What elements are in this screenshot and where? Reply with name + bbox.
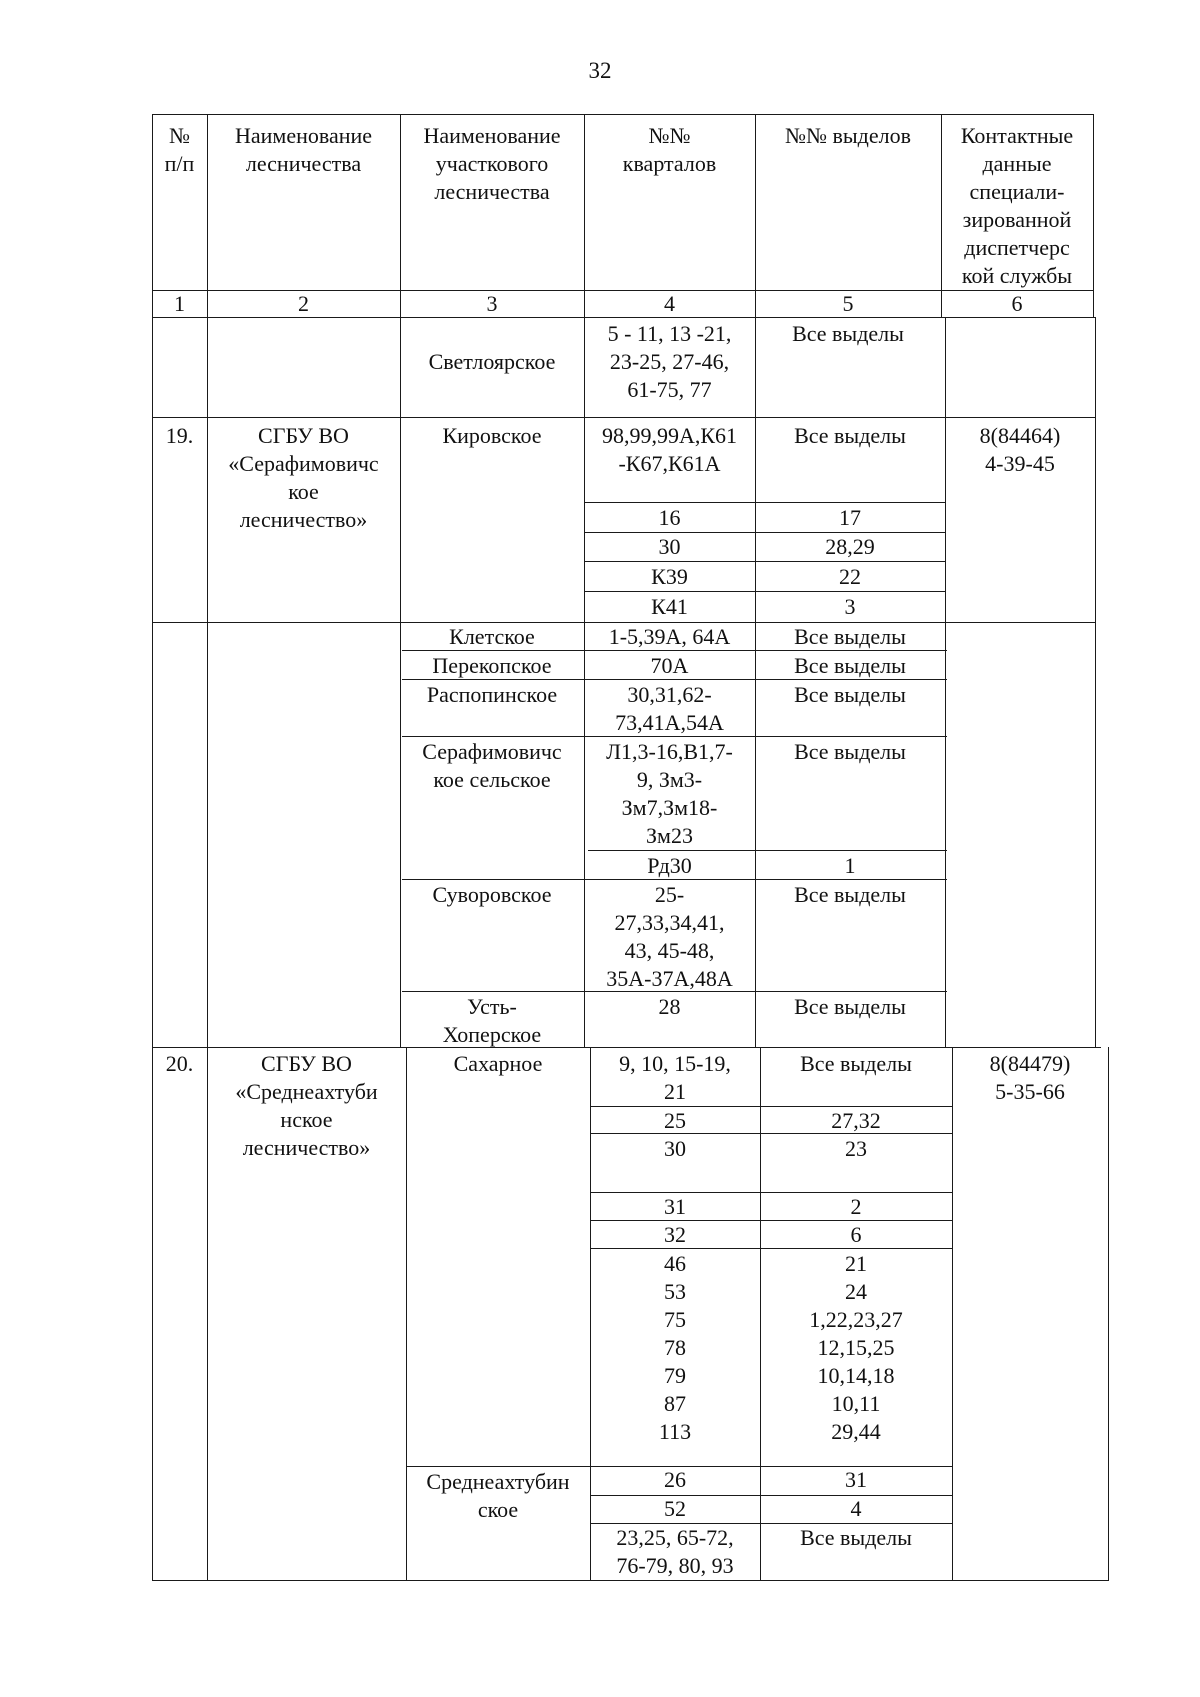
saharnoe-list-units: 21 24 1,22,23,27 12,15,25 10,14,18 10,11 29,44	[809, 1251, 903, 1444]
suvorovskoe-name: Суворовское	[432, 882, 552, 907]
saharnoe-sub-quarter: 30	[664, 1136, 686, 1161]
serafimovich-rural-units: Все выделы	[794, 739, 906, 764]
serafimovich-sub-quarter: Рд30	[647, 853, 692, 878]
kirovskoe-units: Все выделы	[794, 423, 906, 448]
row20-forestry-name: СГБУ ВО «Среднеахтуби нское лесничество»	[235, 1051, 378, 1160]
kirovskoe-sub-units: 28,29	[825, 534, 875, 559]
sredne-last-units: Все выделы	[800, 1525, 912, 1550]
serafimovich-rural-quarters: Л1,3-16,В1,7- 9, Зм3- Зм7,Зм18- Зм23	[606, 739, 733, 848]
header-col-2: Наименование лесничества	[234, 123, 373, 176]
kirovskoe-quarters: 98,99,99А,К61 -К67,К61А	[601, 423, 738, 476]
sredne-sub-units: 4	[850, 1496, 862, 1521]
kirovskoe-sub-units: 3	[844, 594, 856, 619]
serafimovich-sub-units: 1	[844, 853, 856, 878]
sredneakhtubinskoe-name: Среднеахтубин ское	[426, 1469, 570, 1522]
kletskoe-units: Все выделы	[794, 624, 906, 649]
row19-number: 19.	[165, 423, 194, 448]
header-col-6: Контактные данные специали- зированной диспетчерс кой службы	[960, 123, 1074, 288]
header-col-1: № п/п	[164, 123, 195, 176]
saharnoe-units: Все выделы	[800, 1051, 912, 1076]
saharnoe-list-quarters: 46 53 75 78 79 87 113	[658, 1251, 692, 1444]
sredne-sub-quarter: 26	[664, 1467, 686, 1492]
kirovskoe-sub-quarter: К41	[651, 594, 688, 619]
saharnoe-sub-units: 6	[850, 1222, 862, 1247]
ust-khoperskoe-units: Все выделы	[794, 994, 906, 1019]
saharnoe-name: Сахарное	[453, 1051, 543, 1076]
saharnoe-sub-quarter: 32	[664, 1222, 686, 1247]
col-number-2: 2	[298, 291, 309, 316]
row19-forestry-name: СГБУ ВО «Серафимовичс кое лесничество»	[228, 423, 379, 532]
saharnoe-sub-units: 2	[850, 1194, 862, 1219]
kletskoe-quarters: 1-5,39А, 64А	[608, 624, 731, 649]
col-number-5: 5	[842, 291, 854, 316]
saharnoe-quarters: 9, 10, 15-19, 21	[619, 1051, 731, 1104]
raspopinskoe-quarters: 30,31,62- 73,41А,54А	[615, 682, 724, 735]
raspopinskoe-name: Распопинское	[426, 682, 558, 707]
row20-number: 20.	[165, 1051, 194, 1076]
kletskoe-name: Клетское	[449, 624, 535, 649]
sredne-sub-quarter: 52	[664, 1496, 686, 1521]
kirovskoe-name: Кировское	[442, 423, 542, 448]
page-number: 32	[588, 58, 612, 83]
svetloyar-quarters: 5 - 11, 13 -21, 23-25, 27-46, 61-75, 77	[607, 321, 732, 402]
header-col-5: №№ выделов	[785, 123, 911, 148]
kirovskoe-sub-quarter: 30	[658, 534, 681, 559]
kirovskoe-sub-quarter: К39	[651, 564, 688, 589]
header-col-3: Наименование участкового лесничества	[423, 123, 561, 204]
suvorovskoe-quarters: 25- 27,33,34,41, 43, 45-48, 35А-37А,48А	[606, 882, 733, 991]
kirovskoe-sub-units: 22	[839, 564, 861, 589]
svetloyar-units: Все выделы	[792, 321, 904, 346]
col-number-1: 1	[174, 291, 185, 316]
kirovskoe-sub-quarter: 16	[658, 505, 681, 530]
saharnoe-sub-quarter: 31	[664, 1194, 686, 1219]
ust-khoperskoe-quarters: 28	[658, 994, 681, 1019]
header-col-4: №№ кварталов	[622, 123, 717, 176]
saharnoe-sub-quarter: 25	[664, 1108, 686, 1133]
col-number-6: 6	[1011, 291, 1023, 316]
col-number-3: 3	[486, 291, 498, 316]
perekopskoe-units: Все выделы	[794, 653, 906, 678]
saharnoe-sub-units: 27,32	[831, 1108, 881, 1133]
sredne-sub-units: 31	[845, 1467, 867, 1492]
ust-khoperskoe-name: Усть- Хоперское	[442, 994, 542, 1047]
perekopskoe-quarters: 70А	[650, 653, 689, 678]
saharnoe-sub-units: 23	[845, 1136, 867, 1161]
row19-contact: 8(84464) 4-39-45	[979, 423, 1061, 476]
col-number-4: 4	[664, 291, 675, 316]
row20-contact: 8(84479) 5-35-66	[989, 1051, 1071, 1104]
sredne-last-quarters: 23,25, 65-72, 76-79, 80, 93	[616, 1525, 734, 1578]
kirovskoe-sub-units: 17	[839, 505, 861, 530]
raspopinskoe-units: Все выделы	[794, 682, 906, 707]
perekopskoe-name: Перекопское	[432, 653, 552, 678]
svetloyar-name: Светлоярское	[428, 349, 556, 374]
suvorovskoe-units: Все выделы	[794, 882, 906, 907]
serafimovich-rural-name: Серафимовичс кое сельское	[422, 739, 562, 792]
